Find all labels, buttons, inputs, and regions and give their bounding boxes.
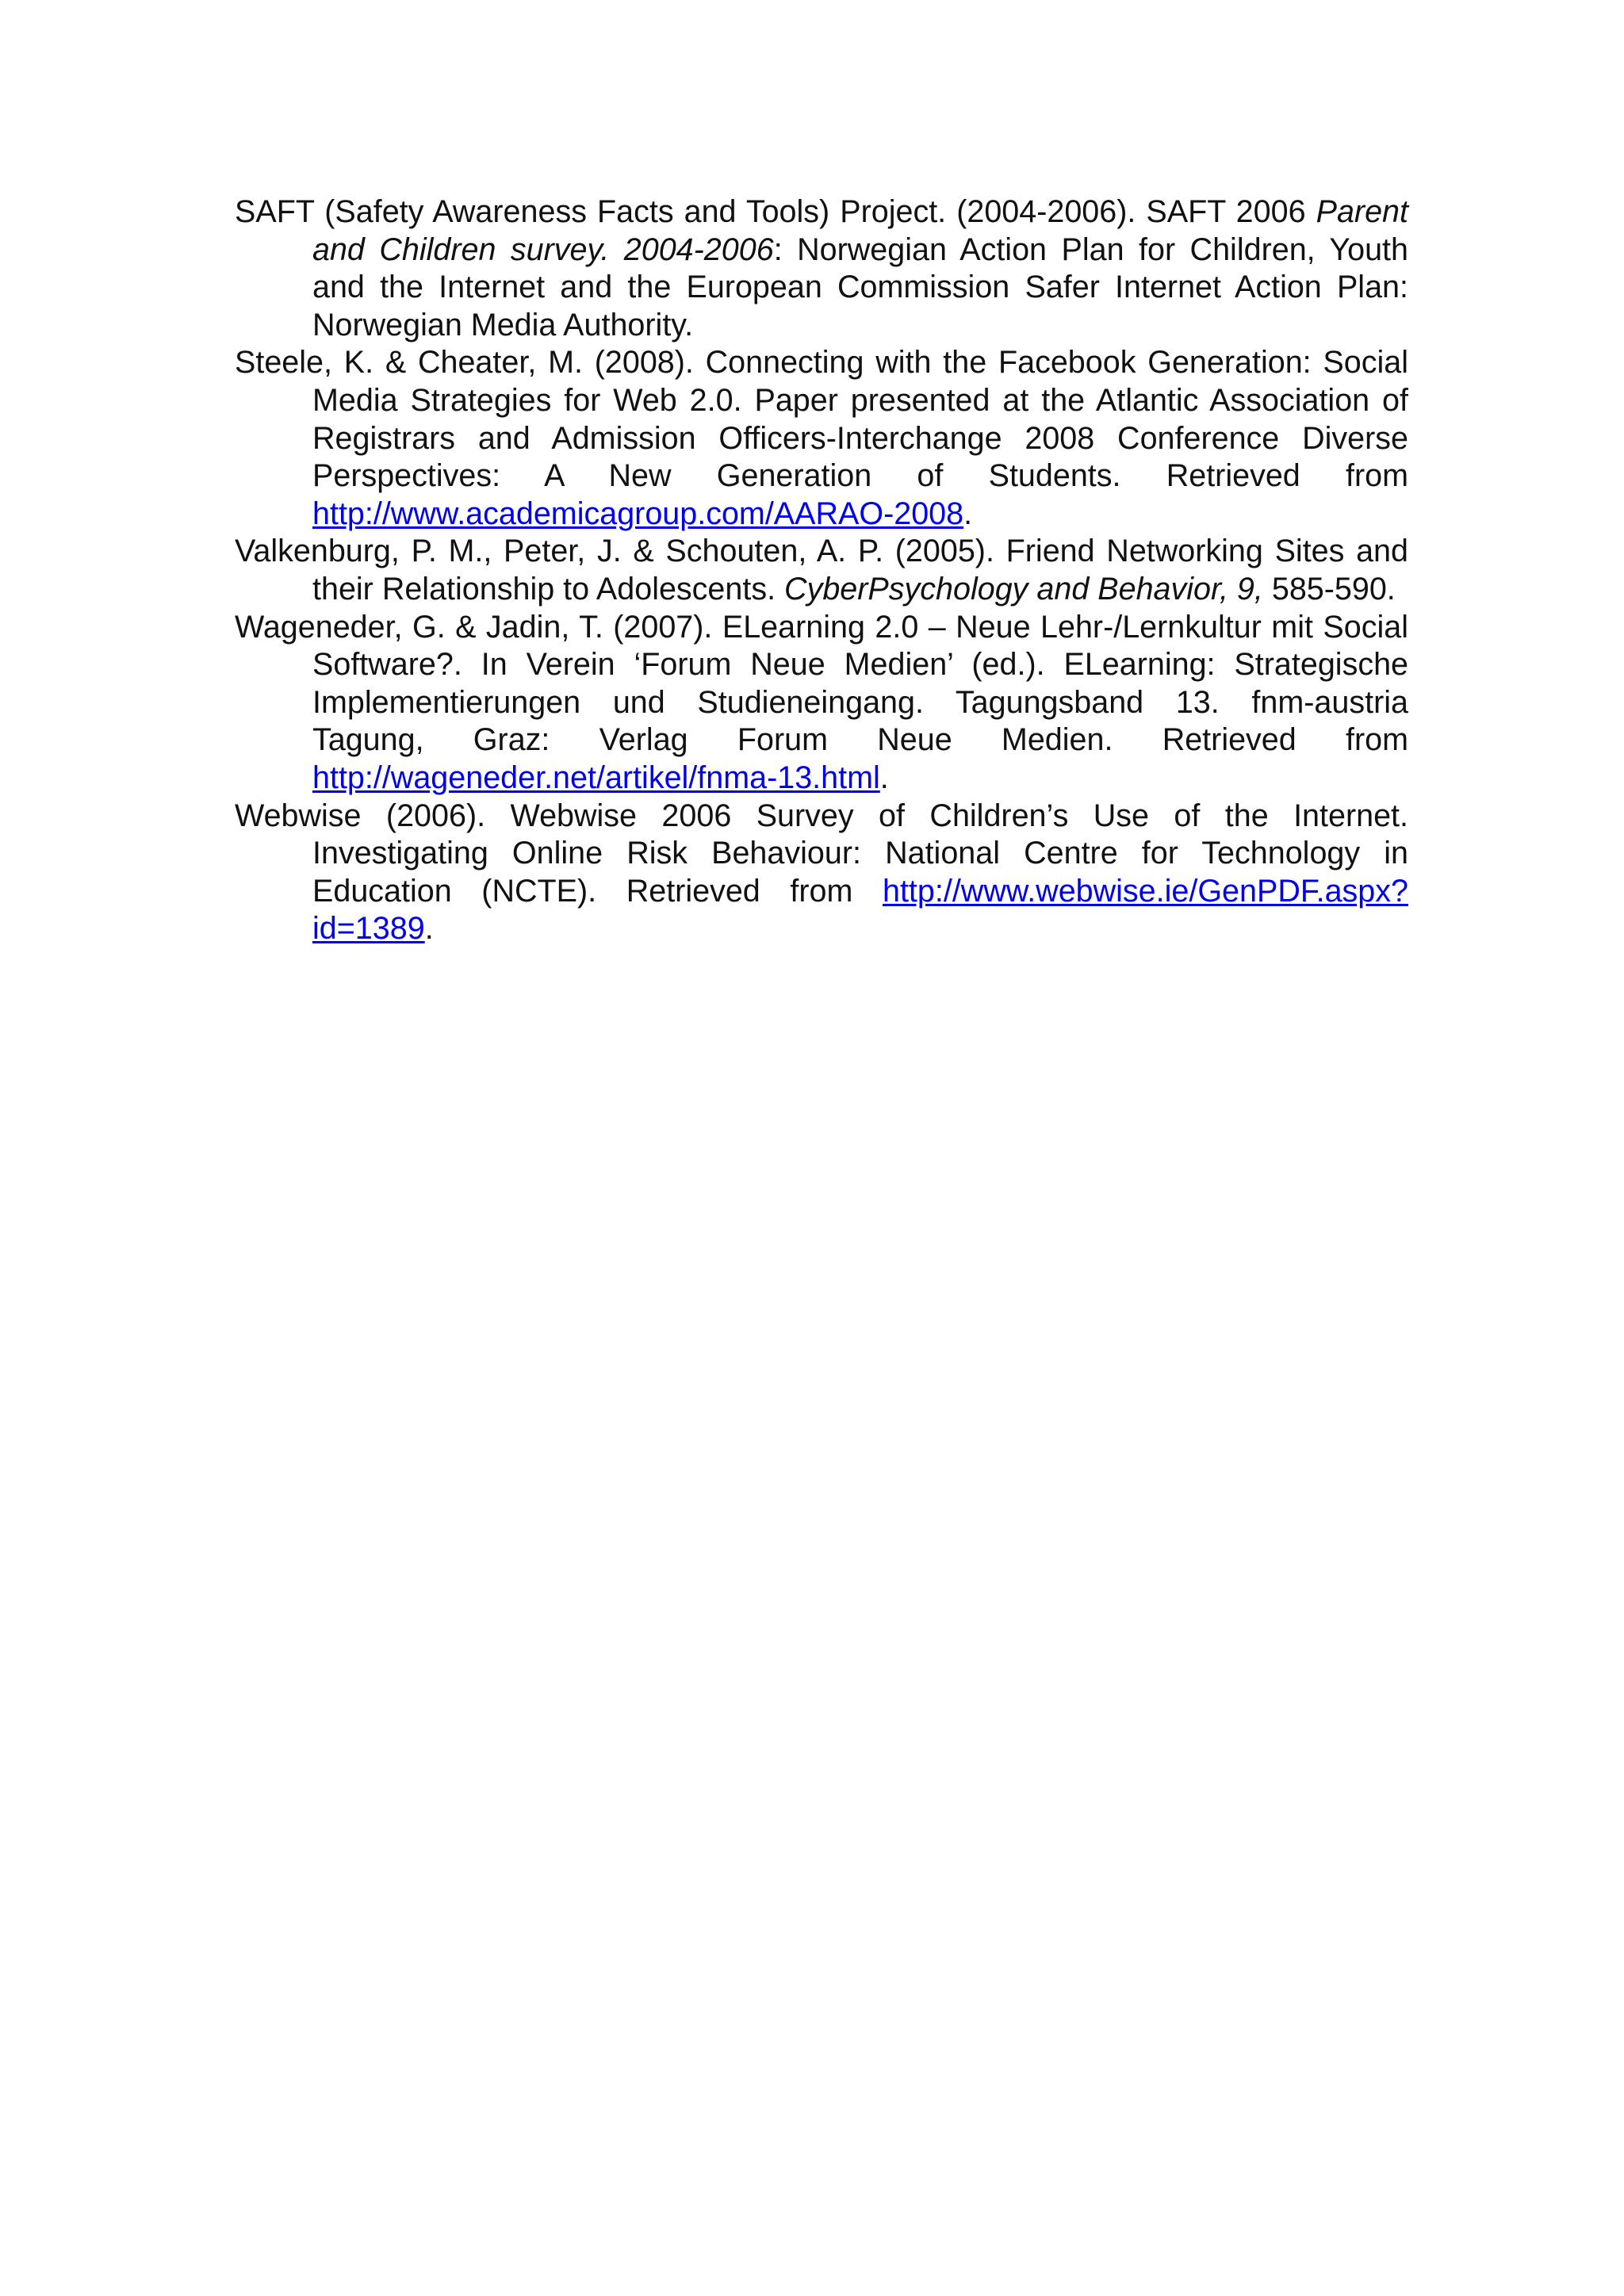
reference-text: Steele, K. & Cheater, M. (2008). Connecting with the Facebook Generation: Social Media Strategies for Web 2.0. Paper presented at the Atlantic Association of Registrars and Admission Officers-Interchange 2008 Conference Diverse Perspectives: A New Generation of Students. Retrieved from	[235, 345, 1408, 494]
reference-text: SAFT (Safety Awareness Facts and Tools) Project. (2004-2006). SAFT 2006	[235, 194, 1316, 229]
reference-text: Valkenburg, P. M., Peter, J. & Schouten, A. P. (2005). Friend Networking Sites and their Relationship to Adolescents.	[235, 534, 1408, 607]
reference-link[interactable]: http://wageneder.net/artikel/fnma-13.html	[312, 760, 880, 795]
reference-text: 585-590.	[1262, 571, 1396, 607]
reference-text: : Norwegian Action Plan for Children, Youth and the Internet and the European Commission Safer Internet Action Plan: Norwegian Media Authority.	[312, 232, 1408, 342]
reference-entry-wageneder	[235, 609, 1408, 798]
reference-text: .	[879, 760, 889, 795]
reference-entry-saft	[235, 193, 1408, 344]
reference-entry-steele	[235, 344, 1408, 533]
reference-entry-valkenburg	[235, 533, 1408, 608]
reference-link[interactable]: http://www.webwise.ie/GenPDF.aspx?id=1389	[312, 873, 1408, 947]
reference-text: Wageneder, G. & Jadin, T. (2007). ELearning 2.0 – Neue Lehr-/Lernkultur mit Social Software?. In Verein ‘Forum Neue Medien’ (ed.). ELearning: Strategische Implementierungen und Studieneingang. Tagungsband 13. fnm-austria Tagung, Graz: Verlag Forum Neue Medien. Retrieved from	[235, 609, 1408, 758]
reference-text: .	[424, 911, 434, 947]
reference-list	[235, 193, 1408, 948]
reference-link[interactable]: http://www.academicagroup.com/AARAO-2008	[312, 496, 964, 531]
reference-entry-webwise	[235, 798, 1408, 948]
reference-text: Webwise (2006). Webwise 2006 Survey of Children’s Use of the Internet. Investigating Online Risk Behaviour: National Centre for Technology in Education (NCTE). Retrieved from	[235, 798, 1408, 909]
reference-italic-title: CyberPsychology and Behavior, 9,	[784, 571, 1263, 607]
reference-text: .	[963, 496, 973, 531]
reference-italic-title: Parent and Children survey. 2004-2006	[312, 194, 1408, 267]
